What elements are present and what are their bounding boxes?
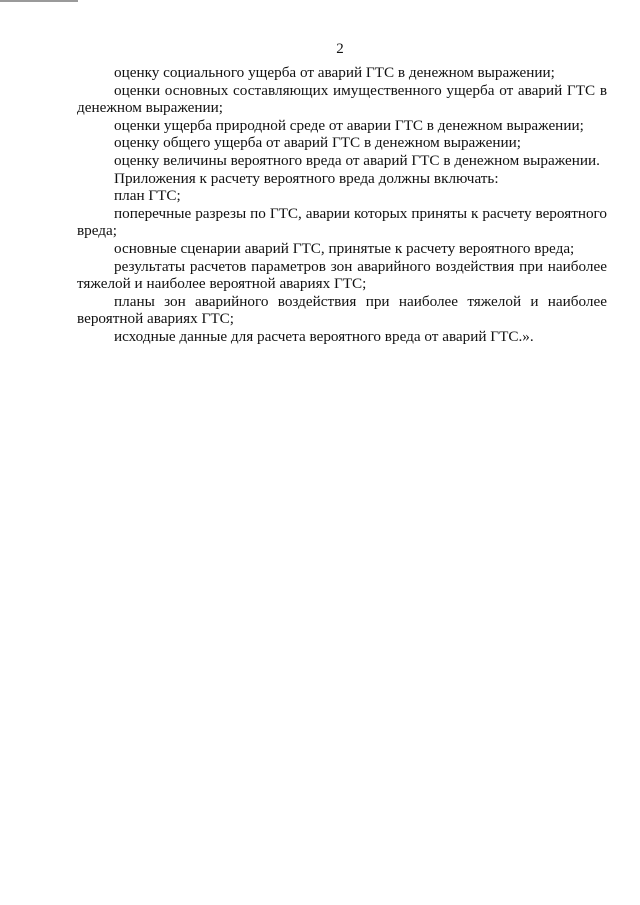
page-number: 2 xyxy=(336,41,344,57)
list-item: план ГТС; xyxy=(114,187,181,205)
scan-corner-mark xyxy=(0,0,78,2)
list-item: исходные данные для расчета вероятного вреда от аварий ГТС.». xyxy=(114,327,534,345)
document-body xyxy=(77,64,607,346)
list-item: оценки основных составляющих имущественного ущерба от аварий ГТС в денежном выражении; xyxy=(77,81,607,117)
paragraph-intro: Приложения к расчету вероятного вреда должны включать: xyxy=(114,169,499,187)
list-item: результаты расчетов параметров зон аварийного воздействия при наиболее тяжелой и наиболее вероятной авариях ГТС; xyxy=(77,257,607,293)
list-item: оценку величины вероятного вреда от аварий ГТС в денежном выражении. xyxy=(114,151,600,169)
list-item: поперечные разрезы по ГТС, аварии которых приняты к расчету вероятного вреда; xyxy=(77,204,607,240)
list-item: основные сценарии аварий ГТС, принятые к расчету вероятного вреда; xyxy=(114,239,575,257)
list-item: оценку общего ущерба от аварий ГТС в денежном выражении; xyxy=(114,134,521,152)
list-item: оценку социального ущерба от аварий ГТС в денежном выражении; xyxy=(114,64,555,81)
list-item: оценки ущерба природной среде от аварии ГТС в денежном выражении; xyxy=(114,116,584,134)
list-item: планы зон аварийного воздействия при наиболее тяжелой и наиболее вероятной авариях ГТС; xyxy=(77,292,607,328)
